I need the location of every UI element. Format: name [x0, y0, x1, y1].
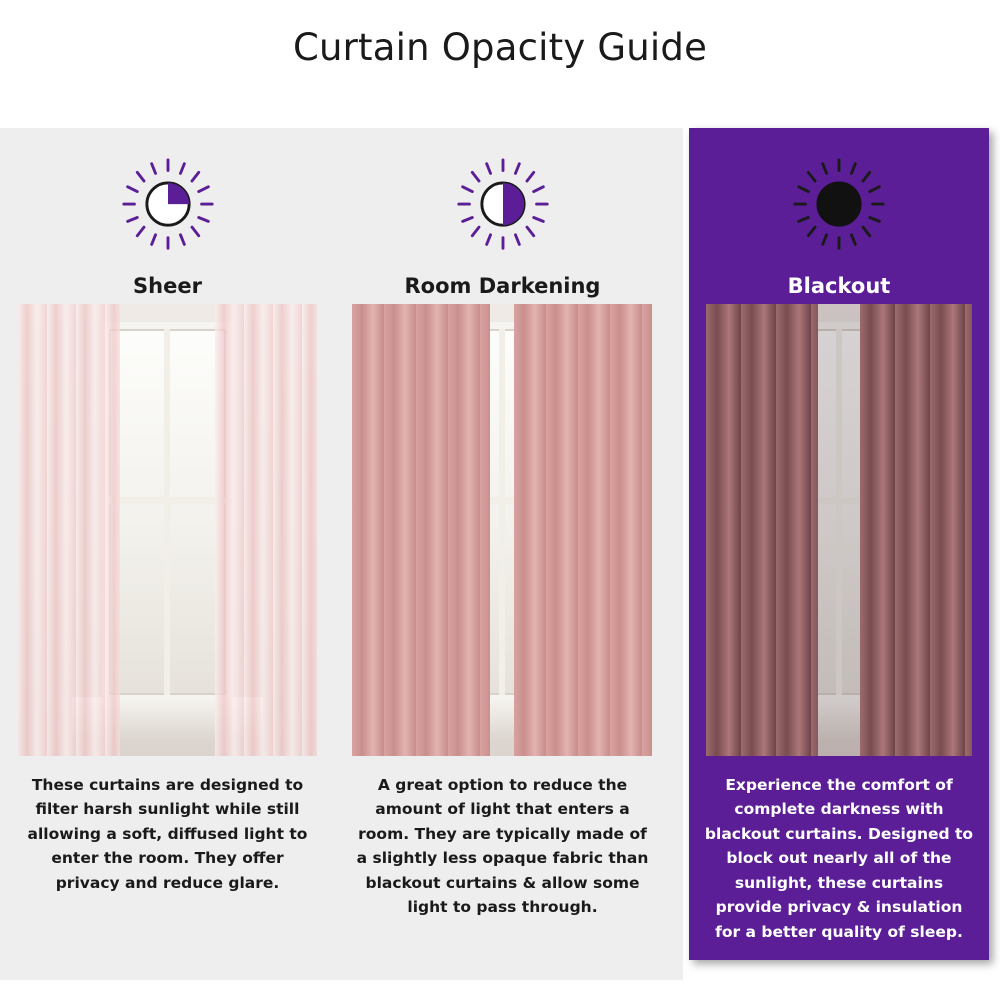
column-label-blackout: Blackout	[787, 274, 891, 298]
photo-sheer	[18, 304, 317, 756]
icon-zone-blackout	[689, 140, 989, 298]
column-room-darkening[interactable]	[335, 128, 670, 980]
blackout-highlight-panel	[689, 128, 989, 960]
column-label-room-darkening: Room Darkening	[404, 274, 601, 298]
icon-zone-room-darkening	[335, 140, 670, 298]
photo-blackout	[706, 304, 972, 756]
icon-zone-sheer	[0, 140, 335, 298]
caption-sheer: These curtains are designed to filter harsh sunlight while still allowing a soft, diffused light to enter the room. They offer privacy and reduce glare.	[27, 776, 308, 892]
sun-quarter-filled-icon	[120, 158, 216, 254]
comparison-board	[0, 128, 1000, 980]
column-label-sheer: Sheer	[133, 274, 202, 298]
sun-fully-filled-icon	[791, 158, 887, 254]
column-blackout[interactable]	[683, 128, 1000, 980]
sun-half-filled-icon	[455, 158, 551, 254]
caption-room-darkening: A great option to reduce the amount of light that enters a room. They are typically made of a slightly less opaque fabric than blackout curtains & allow some light to pass through.	[356, 776, 649, 917]
caption-blackout: Experience the comfort of complete darkness with blackout curtains. Designed to block out nearly all of the sunlight, these curtains provide privacy & insulation for a better quality of sleep.	[704, 776, 974, 941]
column-sheer[interactable]	[0, 128, 335, 980]
page-title: Curtain Opacity Guide	[292, 26, 708, 69]
photo-room-darkening	[352, 304, 652, 756]
